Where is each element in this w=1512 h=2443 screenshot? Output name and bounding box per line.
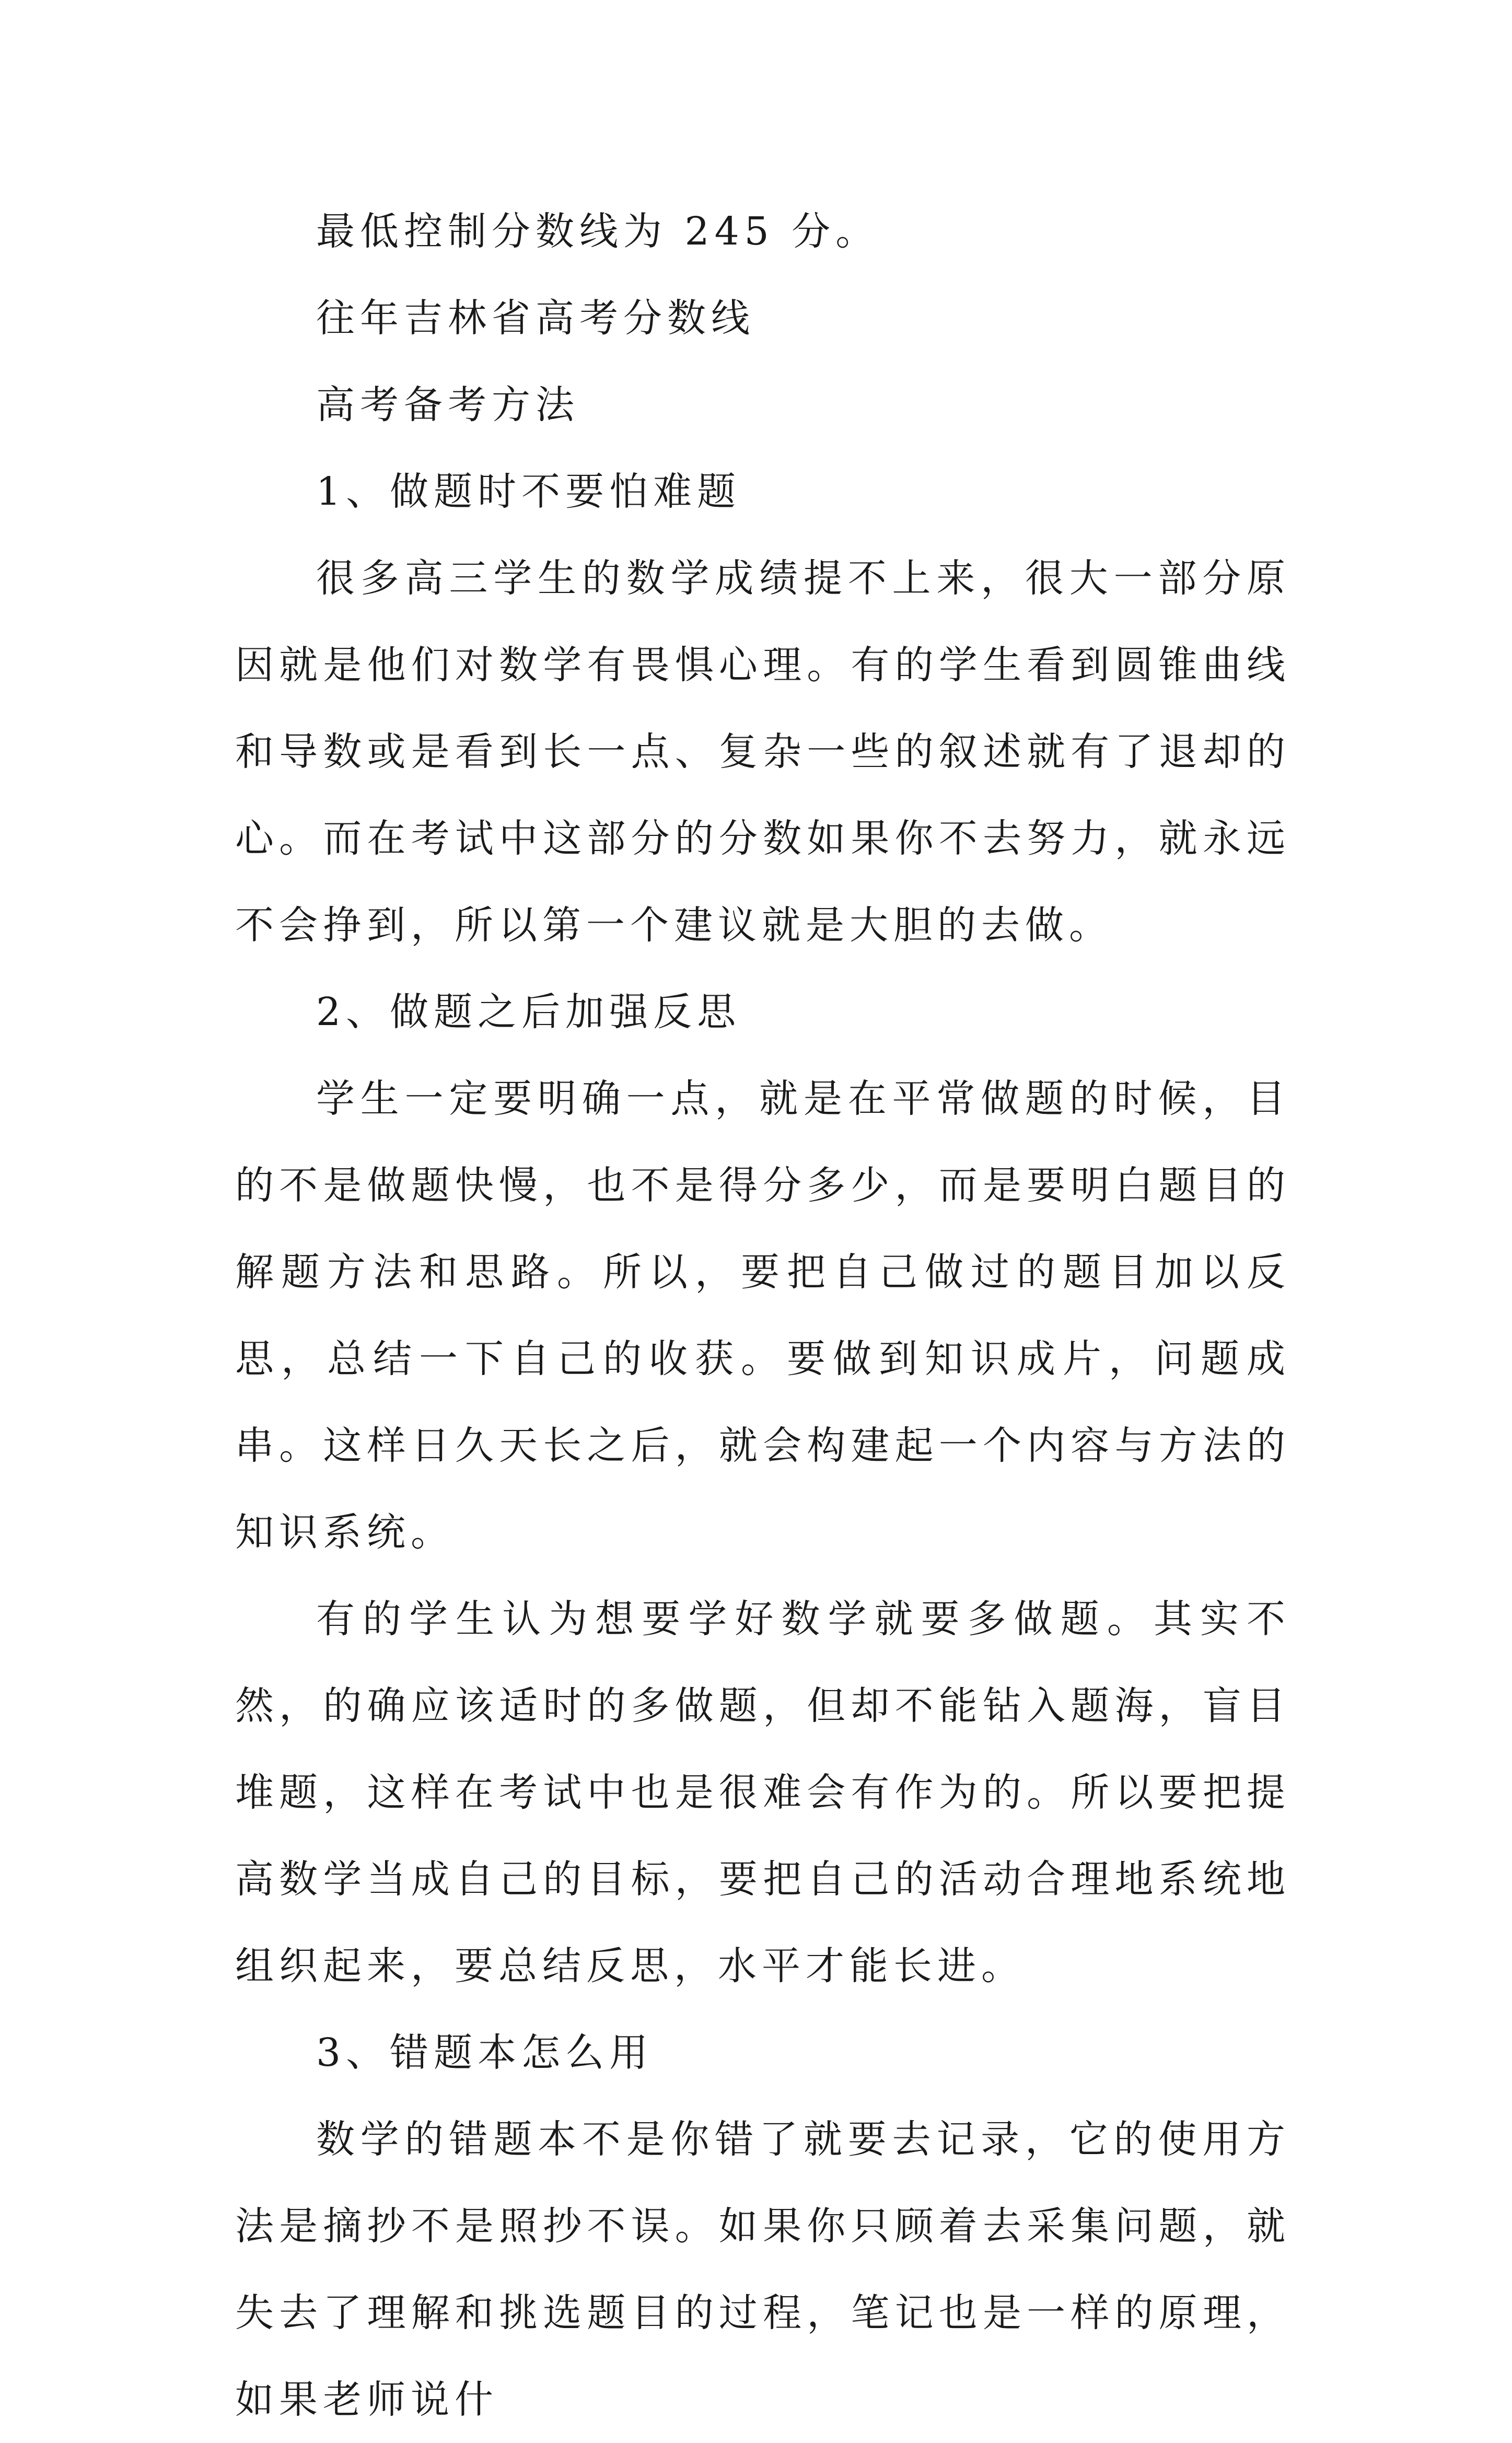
heading-past-scores: 往年吉林省高考分数线 bbox=[316, 296, 755, 341]
paragraph-item-1: 很多高三学生的数学成绩提不上来，很大一部分原因就是他们对数学有畏惧心理。有的学生看到圆锥曲线和导数或是看到长一点、复杂一些的叙述就有了退却的心。而在考试中这部分的分数如果你不去努力，就永远不会挣到，所以第一个建议就是大胆的去做。 bbox=[235, 556, 1290, 948]
heading-prep-methods: 高考备考方法 bbox=[316, 382, 579, 427]
heading-item-2: 2、做题之后加强反思 bbox=[316, 990, 741, 1034]
document-body bbox=[235, 188, 1290, 2443]
heading-item-1: 1、做题时不要怕难题 bbox=[316, 469, 741, 514]
heading-item-3: 3、错题本怎么用 bbox=[316, 2030, 654, 2075]
paragraph-score-line: 最低控制分数线为 245 分。 bbox=[316, 209, 880, 254]
paragraph-item-2b: 有的学生认为想要学好数学就要多做题。其实不然，的确应该适时的多做题，但却不能钻入题海，盲目堆题，这样在考试中也是很难会有作为的。所以要把提高数学当成自己的目标，要把自己的活动合理地系统地组织起来，要总结反思，水平才能长进。 bbox=[235, 1597, 1290, 1988]
paragraph-item-2a: 学生一定要明确一点，就是在平常做题的时候，目的不是做题快慢，也不是得分多少，而是要明白题目的解题方法和思路。所以，要把自己做过的题目加以反思，总结一下自己的收获。要做到知识成片，问题成串。这样日久天长之后，就会构建起一个内容与方法的知识系统。 bbox=[235, 1076, 1290, 1555]
paragraph-item-3: 数学的错题本不是你错了就要去记录，它的使用方法是摘抄不是照抄不误。如果你只顾着去采集问题，就失去了理解和挑选题目的过程，笔记也是一样的原理，如果老师说什 bbox=[235, 2117, 1290, 2422]
